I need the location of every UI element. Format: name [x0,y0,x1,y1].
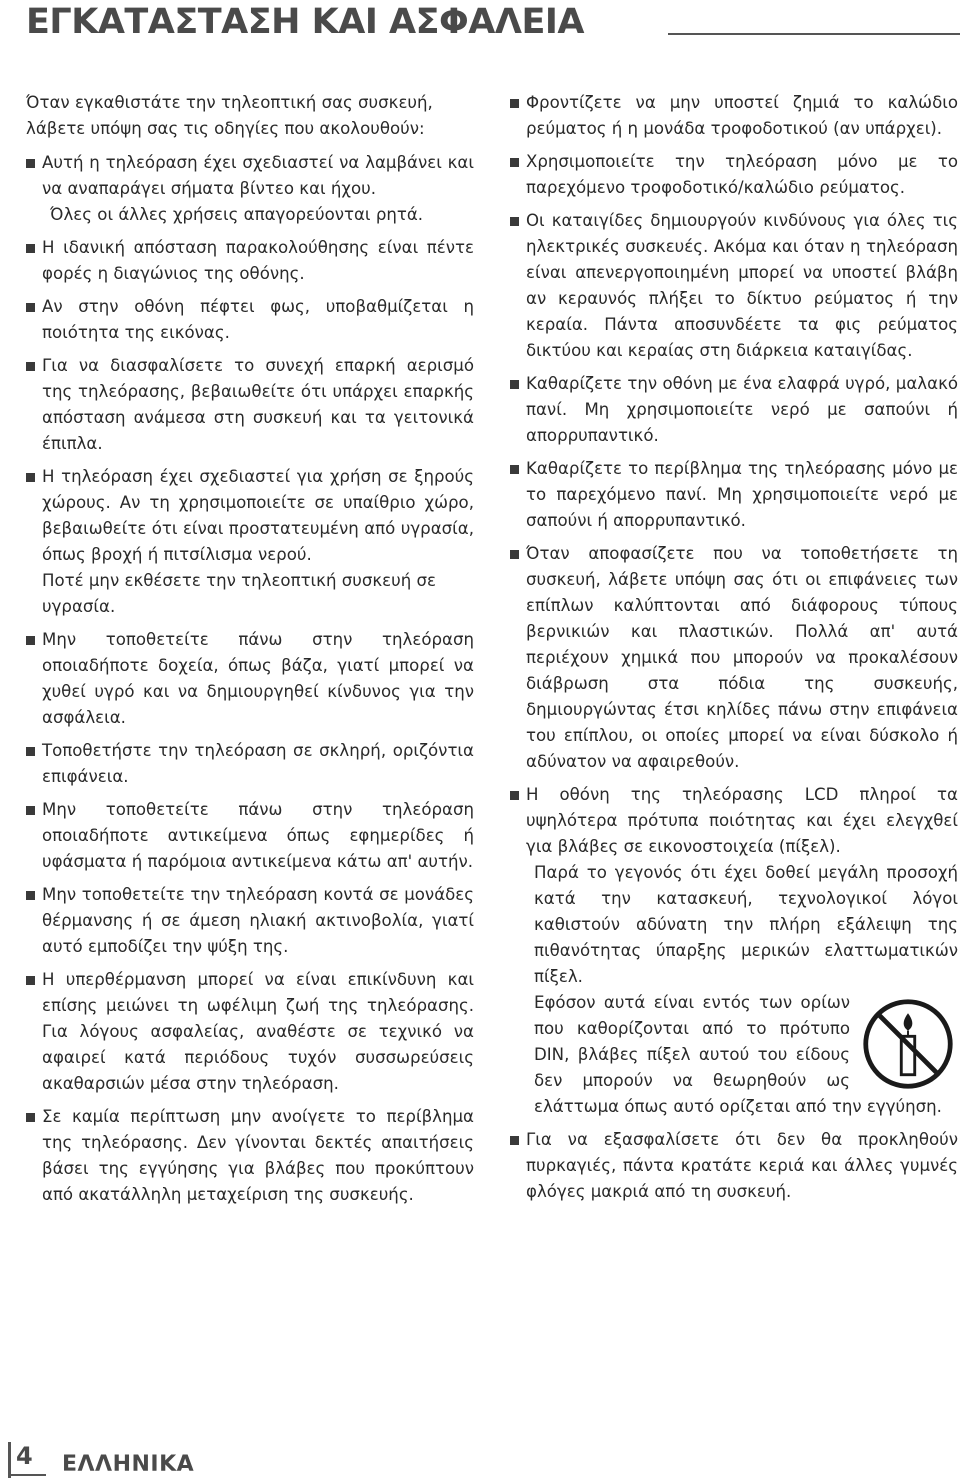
square-bullet-icon [26,806,35,815]
title-rule [668,33,960,35]
list-item [510,149,958,201]
list-item [26,627,474,731]
square-bullet-icon [510,465,519,474]
square-bullet-icon [510,99,519,108]
item-text: Η οθόνη της τηλεόρασης LCD πληροί τα υψηλότερα πρότυπα ποιότητας και έχει ελεγχθεί για βλάβες σε εικονοστοιχεία (πίξελ). [526,785,958,856]
item-text: Αυτή η τηλεόραση έχει σχεδιαστεί να λαμβάνει και να αναπαράγει σήματα βίντεο και ήχου. [42,153,474,198]
item-text: Οι καταιγίδες δημιουργούν κινδύνους για όλες τις ηλεκτρικές συσκευές. Ακόμα και όταν η τηλεόραση είναι απενεργοποιημένη μπορεί να υποστεί βλάβη αν κεραυνός πλήξει το δίκτυο ρεύματος ή την κεραία. Πάντα αποσυνδέετε τα φις ρεύματος δικτύου και κεραίας στη διάρκεια καταιγίδας. [526,211,958,360]
item-text: Για να διασφαλίσετε το συνεχή επαρκή αερισμό της τηλεόρασης, βεβαιωθείτε ότι υπάρχει επαρκής απόσταση ανάμεσα στη συσκευή και τα γειτονικά έπιπλα. [42,356,474,453]
right-column [510,90,958,1212]
footer-rule [10,1474,46,1476]
item-text: Μην τοποθετείτε πάνω στην τηλεόραση οποιαδήποτε αντικείμενα όπως εφημερίδες ή υφάσματα ή παρόμοια αντικείμενα κάτω απ' αυτήν. [42,800,474,871]
page-title: ΕΓΚΑΤΑΣΤΑΣΗ ΚΑΙ ΑΣΦΑΛΕΙΑ [26,2,584,42]
right-bullet-list [510,90,958,1205]
item-text: Καθαρίζετε το περίβλημα της τηλεόρασης μόνο με το παρεχόμενο πανί. Μη χρησιμοποιείτε νερό με σαπούνι ή απορρυπαντικό. [526,459,958,530]
square-bullet-icon [510,1136,519,1145]
square-bullet-icon [510,791,519,800]
square-bullet-icon [26,891,35,900]
square-bullet-icon [26,976,35,985]
list-item [26,797,474,875]
list-item [510,1127,958,1205]
item-extra-text: Όλες οι άλλες χρήσεις απαγορεύονται ρητά. [50,205,424,224]
square-bullet-icon [510,158,519,167]
item-text: Για να εξασφαλίσετε ότι δεν θα προκληθούν πυρκαγιές, πάντα κρατάτε κεριά και άλλες γυμνές φλόγες μακριά από τη συσκευή. [526,1130,958,1201]
square-bullet-icon [26,473,35,482]
item-text: Αν στην οθόνη πέφτει φως, υποβαθμίζεται η ποιότητα της εικόνας. [42,297,474,342]
list-item [26,294,474,346]
square-bullet-icon [26,1113,35,1122]
page-number: 4 [16,1442,33,1470]
list-item [510,371,958,449]
list-item [26,1104,474,1208]
list-item [26,150,474,228]
square-bullet-icon [510,380,519,389]
square-bullet-icon [26,747,35,756]
list-item [510,782,958,1120]
square-bullet-icon [26,159,35,168]
square-bullet-icon [510,550,519,559]
square-bullet-icon [26,636,35,645]
list-item [510,456,958,534]
item-extra-text-2: Εφόσον αυτά είναι εντός των ορίων που καθορίζονται από το πρότυπο DIN, βλάβες πίξελ αυτού του είδους δεν μπορούν να θεωρηθούν ως ελάττωμα όπως αυτό ορίζεται από την εγγύηση. [534,993,942,1116]
left-column [26,90,474,1215]
item-text: Η τηλεόραση έχει σχεδιαστεί για χρήση σε ξηρούς χώρους. Αν τη χρησιμοποιείτε σε υπαίθριο χώρο, βεβαιωθείτε ότι είναι προστατευμένη από υγρασία, όπως βροχή ή πιτσίλισμα νερού. [42,467,474,564]
no-open-flame-icon [860,996,956,1092]
footer-bar [8,1442,11,1478]
left-bullet-list [26,150,474,1208]
item-text: Η υπερθέρμανση μπορεί να είναι επικίνδυνη και επίσης μειώνει τη ωφέλιμη ζωή της τηλεόρασης. Για λόγους ασφαλείας, αναθέστε σε τεχνικό να αφαιρεί κατά περιόδους τυχόν συσσωρεύσεις ακαθαρσιών μέσα στην τηλεόραση. [42,970,474,1093]
list-item [26,353,474,457]
list-item [510,208,958,364]
intro-text: Όταν εγκαθιστάτε την τηλεοπτική σας συσκευή, λάβετε υπόψη σας τις οδηγίες που ακολουθούν: [26,93,433,138]
list-item [26,738,474,790]
square-bullet-icon [26,362,35,371]
item-text: Η ιδανική απόσταση παρακολούθησης είναι πέντε φορές η διαγώνιος της οθόνης. [42,238,474,283]
list-item [26,967,474,1097]
item-text: Χρησιμοποιείτε την τηλεόραση μόνο με το παρεχόμενο τροφοδοτικό/καλώδιο ρεύματος. [526,152,958,197]
item-text: Φροντίζετε να μην υποστεί ζημιά το καλώδιο ρεύματος ή η μονάδα τροφοδοτικού (αν υπάρχει). [526,93,958,138]
item-text: Μην τοποθετείτε την τηλεόραση κοντά σε μονάδες θέρμανσης ή σε άμεση ηλιακή ακτινοβολία, γιατί αυτό εμποδίζει την ψύξη της. [42,885,474,956]
language-label: ΕΛΛΗΝΙΚΑ [62,1452,195,1477]
item-extra-text: Ποτέ μην εκθέσετε την τηλεοπτική συσκευή σε υγρασία. [42,571,437,616]
list-item [510,541,958,775]
item-extra-text [526,990,958,1120]
item-text: Τοποθετήστε την τηλεόραση σε σκληρή, οριζόντια επιφάνεια. [42,741,474,786]
square-bullet-icon [510,217,519,226]
item-text: Μην τοποθετείτε πάνω στην τηλεόραση οποιαδήποτε δοχεία, όπως βάζα, γιατί μπορεί να χυθεί υγρό και να δημιουργηθεί κίνδυνος για την ασφάλεια. [42,630,474,727]
item-text: Καθαρίζετε την οθόνη με ένα ελαφρά υγρό, μαλακό πανί. Μη χρησιμοποιείτε νερό με σαπούνι ή απορρυπαντικό. [526,374,958,445]
item-extra-text: Παρά το γεγονός ότι έχει δοθεί μεγάλη προσοχή κατά την κατασκευή, τεχνολογικοί λόγοι καθιστούν αδύνατη την πλήρη εξάλειψη της πιθανότητας ύπαρξης μερικών ελαττωματικών πίξελ. [534,863,958,986]
square-bullet-icon [26,303,35,312]
list-item [26,235,474,287]
item-text: Όταν αποφασίζετε που να τοποθετήσετε τη συσκευή, λάβετε υπόψη σας ότι οι επιφάνειες των επίπλων καλύπτονται από διάφορους τύπους βερνικιών και πλαστικών. Πολλά απ' αυτά περιέχουν χημικά που μπορούν να προκαλέσουν διάβρωση στα πόδια της συσκευής, δημιουργώντας έτσι κηλίδες πάνω στην επιφάνεια του επίπλου, οι οποίες μπορεί να είναι δύσκολο ή αδύνατον να αφαιρεθούν. [526,544,958,771]
list-item [26,464,474,620]
square-bullet-icon [26,244,35,253]
item-text: Σε καμία περίπτωση μην ανοίγετε το περίβλημα της τηλεόρασης. Δεν γίνονται δεκτές απαιτήσεις βάσει της εγγύησης για βλάβες που προκύπτουν από ακατάλληλη μεταχείριση της συσκευής. [42,1107,474,1204]
list-item [510,90,958,142]
list-item [26,882,474,960]
